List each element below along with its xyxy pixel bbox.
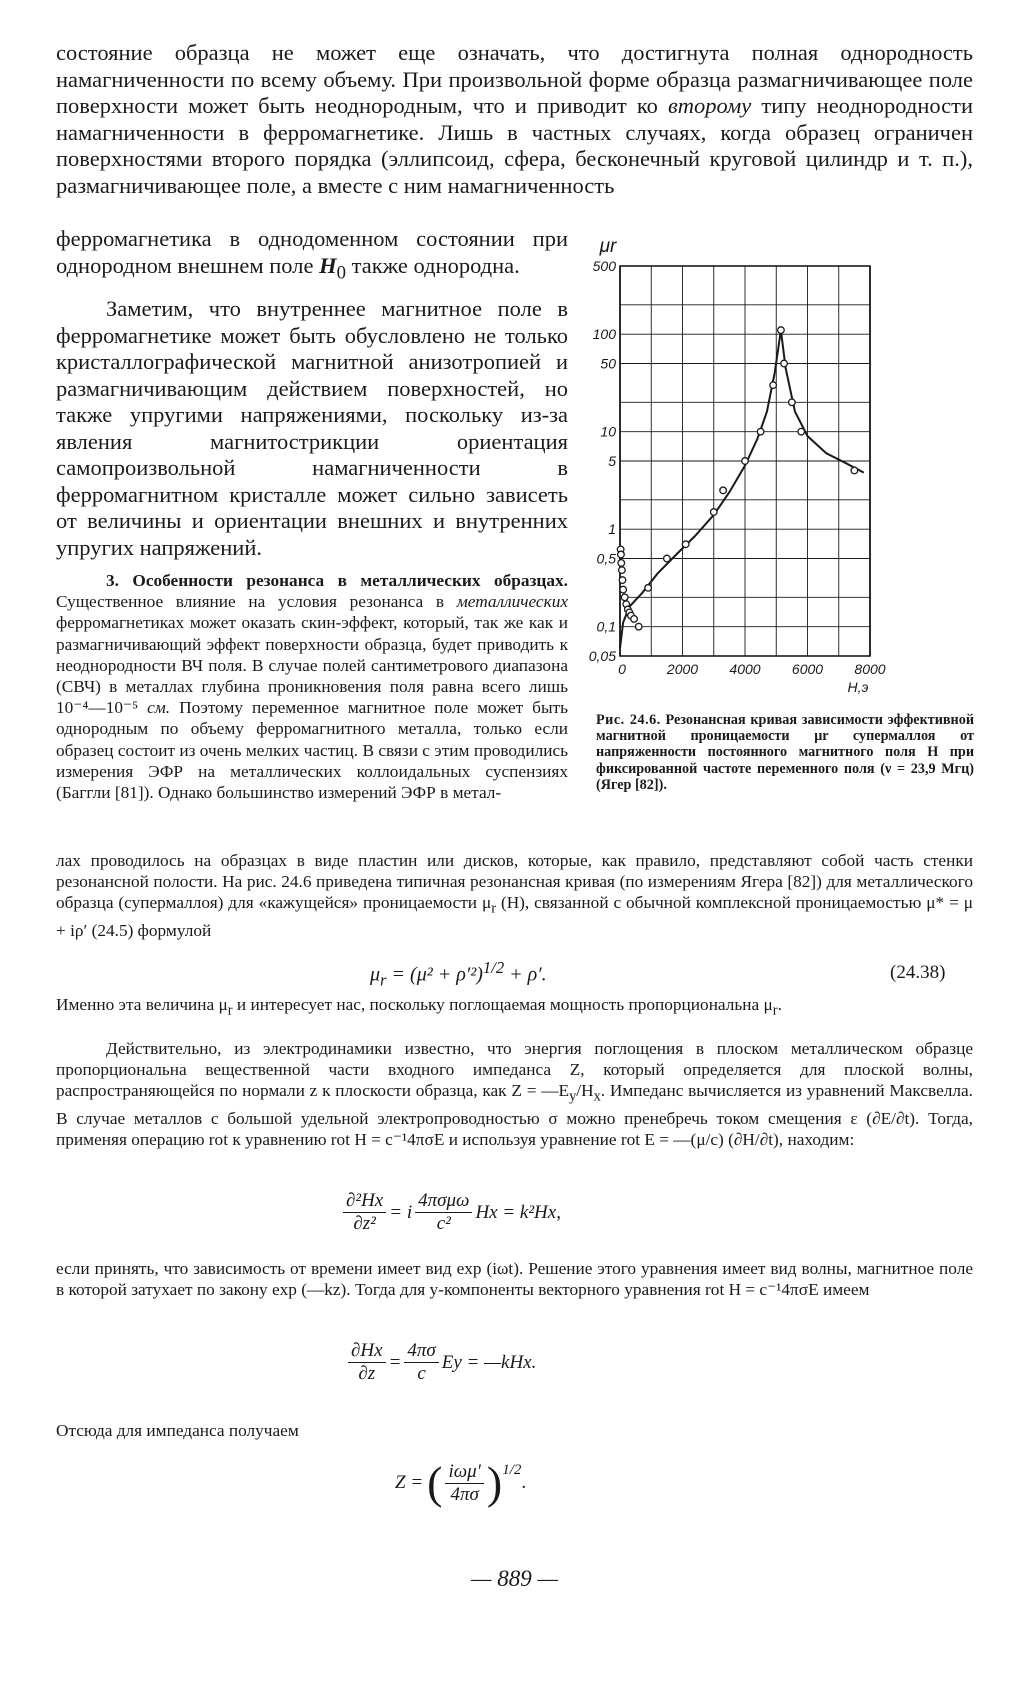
frac-denominator: c [417, 1363, 426, 1384]
figure-caption [596, 712, 974, 793]
paragraph-text: Существенное влияние на условия резонанса в [56, 592, 445, 612]
y-tick-label: 0,1 [596, 618, 616, 635]
paragraph-text: . Импеданс вычисляется из уравнений Максвелла. В случае металлов с большой удельной электропроводностью σ можно пренебречь током смещения ε (∂E/∂t). Тогда, применяя операцию rot к уравнению rot H = c⁻¹4πσE и используя уравнение rot E = —(μ/c) (∂H/∂t), находим: [56, 1081, 974, 1150]
frac-denominator: c² [436, 1213, 451, 1234]
data-point [778, 327, 785, 334]
unit-text: см. [147, 698, 171, 718]
data-point [781, 360, 788, 367]
emphasis-text: второму [668, 93, 752, 118]
eq-tail: Ey = —kHx. [441, 1351, 537, 1373]
data-point [710, 509, 717, 516]
data-point [757, 428, 764, 435]
paragraph-text: Заметим, что внутреннее магнитное поле в ферромагнетике может быть обусловлено не только кристаллографической магнитной анизотропией и размагничивающим действием поверхностей, но также упругими напряжениями, поскольку из-за явления магнитострикции ориентация самопроизвольной намагниченности в ферромагнитном кристалле может сильно зависеть от величины и ориентации внешних и внутренних упругих напряжений. [56, 296, 568, 560]
frac-numerator: iωμ′ [445, 1461, 483, 1484]
data-point [618, 551, 625, 558]
x-axis-label: H,э [847, 679, 869, 695]
y-tick-label: 1 [608, 521, 616, 538]
paragraph-text: лах проводилось на образцах в виде пластин или дисков, которые, как правило, представляют собой часть стенки резонансной полости. На рис. 24.6 приведена типичная резонансная кривая (по измерениям Ягера [82]) для металлического образца (супермаллоя) для «кажущейся» проницаемости μ [56, 851, 973, 913]
paragraph-text: Отсюда для импеданса получаем [56, 1421, 299, 1440]
equation-impedance: Z = ( $\frac{\text{iωμ′}}{4\pi\sigma}$ ) $^{1/2}$ . [395, 1457, 527, 1508]
equation-24-38 [370, 958, 547, 991]
paragraph-wave [56, 1258, 973, 1300]
data-point [619, 567, 626, 574]
frac-numerator: ∂²Hx [343, 1190, 386, 1213]
x-tick-label: 2000 [666, 661, 699, 677]
field-symbol: H [319, 252, 337, 278]
data-point [664, 555, 671, 562]
data-point [645, 585, 652, 592]
equation-number: (24.38) [890, 962, 946, 983]
subscript: r [227, 1002, 233, 1019]
y-tick-label: 0,5 [596, 550, 616, 567]
frac-denominator: 4πσ [450, 1483, 479, 1505]
y-tick-label: 100 [592, 326, 616, 343]
frac-numerator: 4πσμω [415, 1190, 472, 1213]
data-point [851, 467, 858, 474]
x-tick-label: 6000 [791, 661, 824, 677]
paragraph-continuation [56, 850, 973, 941]
frac-denominator: ∂z² [353, 1213, 376, 1234]
data-point [770, 382, 777, 389]
y-tick-label: 0,05 [588, 648, 616, 664]
eq-lhs: μ [370, 963, 381, 986]
subscript: r [772, 1002, 778, 1019]
paragraph-text: (H), связанной с обычной комплексной проницаемостью μ* = μ + iρ′ (24.5) формулой [56, 893, 973, 941]
paragraph-text: типу неоднородности намагниченности в ферромагнетике. Лишь в частных случаях, когда образец ограничен поверхностями второго порядка (эллипсоид, сфера, бесконечный круговой цилиндр и т. п.), размагничивающее поле, а вместе с ним намагниченность [56, 93, 974, 198]
x-tick-label: 4000 [729, 661, 761, 677]
paragraph-text: ферромагнетика в однодоменном состоянии при однородном внешнем поле [56, 226, 568, 278]
eq-sup: 1/2 [482, 958, 505, 977]
paragraph-eq1 [56, 994, 973, 1022]
paragraph-text: ферромагнетиках может оказать скин-эффект, который, так же как и размагничивающий эффект поверхности образца, будет приводить к неоднородности ВЧ поля. В случае полей сантиметрового диапазона (СВЧ) в металлах глубина проникновения поля равна всего лишь 10⁻⁴—10⁻⁵ [56, 613, 568, 718]
paragraph-text: Действительно, из электродинамики известно, что энергия поглощения в плоском металлическом образце пропорциональна вещественной части входного импеданса Z, который определяется для плоской волны, распространяющейся по нормали z к плоскости образца, как Z = —E [56, 1039, 973, 1101]
resonance-chart [578, 228, 978, 708]
chart-curve [620, 330, 864, 648]
paragraph-text: . [777, 995, 782, 1014]
x-tick-label: 0 [618, 661, 626, 677]
page-number: — 889 — [471, 1566, 558, 1591]
paragraph-left-2 [56, 296, 568, 561]
data-point [798, 428, 805, 435]
data-point [720, 487, 727, 494]
data-point [631, 616, 638, 623]
data-point [635, 623, 642, 630]
paragraph-text: и интересует нас, поскольку поглощаемая мощность пропорциональна μ [236, 995, 773, 1014]
paragraph-text: также однородна. [351, 252, 520, 278]
y-axis-label: μr [599, 236, 617, 257]
paragraph-left-1 [56, 226, 568, 287]
paragraph-top [56, 40, 973, 199]
emphasis-text: металлических [456, 592, 568, 612]
eq-sub: r [380, 970, 387, 990]
data-point [789, 399, 796, 406]
paragraph-text: если принять, что зависимость от времени имеет вид exp (iωt). Решение этого уравнения имеет вид волны, магнитное поле в которой затухает по закону exp (—kz). Тогда для y-компоненты векторного уравнения rot H = c⁻¹4πσE имеем [56, 1259, 973, 1300]
field-subscript: 0 [336, 262, 346, 283]
data-point [621, 594, 628, 601]
frac-numerator: ∂Hx [348, 1340, 386, 1363]
eq-sup: 1/2 [502, 1462, 522, 1478]
frac-numerator: 4πσ [404, 1340, 438, 1363]
paragraph-text: состояние образца не может еще означать, что достигнута полная однородность намагниченности по всему объему. При произвольной форме образца размагничивающее поле поверхности может быть неоднородным, что и приводит ко [56, 40, 973, 118]
subscript: r [491, 900, 497, 917]
eq-tail: + ρ′. [509, 963, 547, 986]
caption-text: Резонансная кривая зависимости эффективной магнитной проницаемости μr супермаллоя от напряженности постоянного магнитного поля H при фиксированной частоте переменного поля (ν = 23,9 Мгц) (Ягер [82]). [596, 712, 975, 793]
paragraph-impedance [56, 1038, 973, 1150]
section-paragraph-1 [56, 570, 568, 803]
eq-lhs: Z = [395, 1472, 424, 1493]
eq-mid: = i [389, 1201, 413, 1223]
y-tick-label: 5 [608, 453, 616, 469]
equation-ey [345, 1340, 536, 1385]
paragraph-final [56, 1420, 973, 1441]
y-tick-label: 500 [592, 258, 616, 274]
eq-tail: Hx = k²Hx, [475, 1201, 561, 1223]
subscript: y [569, 1088, 577, 1105]
eq-mid: = [388, 1351, 402, 1373]
subscript: x [593, 1088, 601, 1105]
frac-denominator: ∂z [358, 1363, 376, 1384]
resonance-curve-line [620, 330, 864, 648]
y-tick-label: 10 [600, 423, 616, 440]
paragraph-text: Поэтому переменное магнитное поле может быть однородным по объему ферромагнитного металла, только если образец состоит из очень мелких частиц. В связи с этим проводились измерения ЭФР на металлических коллоидальных суспензиях (Баггли [81]). Однако большинство измерений ЭФР в метал- [56, 698, 568, 803]
equation-wave [340, 1190, 561, 1235]
caption-label: Рис. 24.6. [596, 712, 661, 728]
y-tick-label: 50 [600, 355, 616, 372]
eq-rhs: = (μ² + ρ′²) [391, 963, 483, 986]
paragraph-text: /H [576, 1081, 594, 1101]
data-point [620, 586, 627, 593]
data-point [618, 560, 625, 567]
data-point [682, 541, 689, 548]
paragraph-text: Именно эта величина μ [56, 995, 228, 1014]
data-point [742, 458, 749, 465]
data-point [619, 577, 626, 584]
x-tick-label: 8000 [854, 661, 886, 677]
section-heading: 3. Особенности резонанса в металлических образцах. [106, 571, 568, 590]
